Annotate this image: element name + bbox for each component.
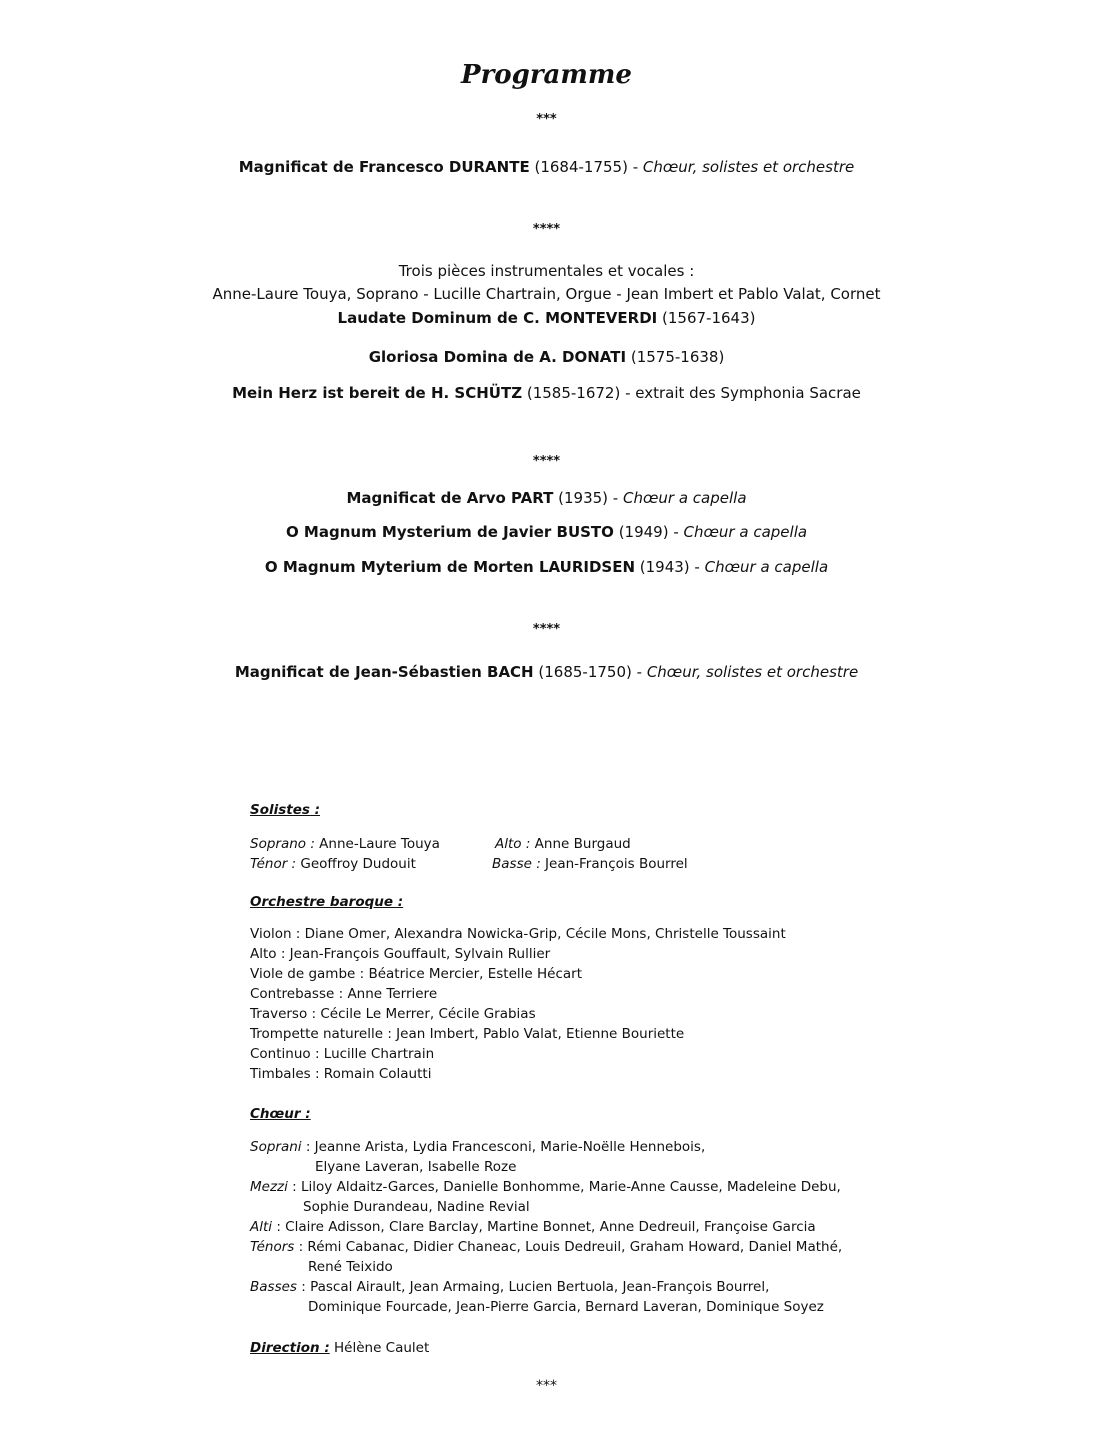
choeur-names: : Liloy Aldaitz-Garces, Danielle Bonhomme, Marie-Anne Causse, Madeleine Debu, xyxy=(287,1179,841,1195)
choeur-section xyxy=(250,1104,930,1317)
work-title: Mein Herz ist bereit de H. SCHÜTZ xyxy=(232,384,523,402)
work-forces: Chœur a capella xyxy=(623,489,747,507)
role-label: Ténors xyxy=(250,1239,295,1255)
direction-section xyxy=(250,1338,930,1358)
program-trois-intro: Trois pièces instrumentales et vocales : xyxy=(398,262,695,280)
orchestre-line: Contrebasse : Anne Terriere xyxy=(250,986,438,1002)
choeur-tenors xyxy=(250,1237,930,1257)
role-label: Soprano : xyxy=(250,836,315,852)
direction-heading: Direction : xyxy=(250,1340,330,1356)
role-label: Soprani xyxy=(250,1139,302,1155)
work-dates: (1685-1750) - xyxy=(533,663,647,681)
work-title: Magnificat de Francesco DURANTE xyxy=(238,158,530,176)
orchestre-section xyxy=(250,892,930,1084)
choeur-mezzi-cont: Sophie Durandeau, Nadine Revial xyxy=(303,1199,530,1215)
separator-stars: **** xyxy=(532,454,561,469)
choeur-names: : Claire Adisson, Clare Barclay, Martine Bonnet, Anne Dedreuil, Françoise Garcia xyxy=(272,1219,816,1235)
work-dates: (1943) - xyxy=(635,558,705,576)
orchestre-line: Traverso : Cécile Le Merrer, Cécile Grabias xyxy=(250,1006,536,1022)
solistes-heading: Solistes : xyxy=(250,802,321,818)
program-donati xyxy=(0,348,1093,366)
role-label: Basses xyxy=(250,1279,297,1295)
choeur-names: : Rémi Cabanac, Didier Chaneac, Louis Dedreuil, Graham Howard, Daniel Mathé, xyxy=(294,1239,843,1255)
orchestre-line: Violon : Diane Omer, Alexandra Nowicka-Grip, Cécile Mons, Christelle Toussaint xyxy=(250,926,786,942)
work-forces: Chœur a capella xyxy=(704,558,829,576)
program-busto xyxy=(0,523,1093,541)
work-dates: (1684-1755) - xyxy=(529,158,643,176)
program-schutz xyxy=(0,384,1093,402)
choeur-alti xyxy=(250,1217,930,1237)
orchestre-line: Continuo : Lucille Chartrain xyxy=(250,1046,435,1062)
work-title: Gloriosa Domina de A. DONATI xyxy=(368,348,627,366)
role-label: Ténor : xyxy=(250,856,297,872)
role-label: Alti xyxy=(250,1219,273,1235)
choeur-basses-cont: Dominique Fourcade, Jean-Pierre Garcia, Bernard Laveran, Dominique Soyez xyxy=(308,1299,824,1315)
work-dates: (1949) - xyxy=(613,523,684,541)
program-lauridsen xyxy=(0,558,1093,576)
choeur-names: : Pascal Airault, Jean Armaing, Lucien Bertuola, Jean-François Bourrel, xyxy=(296,1279,770,1295)
director-name: Hélène Caulet xyxy=(329,1340,430,1356)
soloist-name: Anne Burgaud xyxy=(530,836,631,852)
work-dates: (1567-1643) xyxy=(657,309,756,327)
work-title: O Magnum Mysterium de Javier BUSTO xyxy=(285,523,614,541)
orchestre-line: Trompette naturelle : Jean Imbert, Pablo Valat, Etienne Bouriette xyxy=(250,1026,685,1042)
soloist-name: Jean-François Bourrel xyxy=(540,856,688,872)
work-title: Laudate Dominum de C. MONTEVERDI xyxy=(337,309,658,327)
work-forces: Chœur a capella xyxy=(683,523,808,541)
orchestre-heading: Orchestre baroque : xyxy=(250,894,404,910)
separator-stars: **** xyxy=(532,222,561,237)
choeur-heading: Chœur : xyxy=(250,1106,311,1122)
separator-stars: **** xyxy=(532,622,561,637)
work-title: Magnificat de Jean-Sébastien BACH xyxy=(234,663,534,681)
role-label: Mezzi xyxy=(250,1179,288,1195)
page-title: Programme xyxy=(461,60,632,90)
separator-bottom: *** xyxy=(536,1378,557,1394)
solistes-section xyxy=(250,800,930,874)
role-label: Basse : xyxy=(492,856,541,872)
choeur-soprani-cont: Elyane Laveran, Isabelle Roze xyxy=(315,1159,517,1175)
choeur-mezzi xyxy=(250,1177,930,1197)
solistes-row-1 xyxy=(250,834,930,854)
work-title: O Magnum Myterium de Morten LAURIDSEN xyxy=(264,558,636,576)
program-part xyxy=(0,489,1093,507)
work-forces: Chœur, solistes et orchestre xyxy=(642,158,855,176)
program-trois-performers: Anne-Laure Touya, Soprano - Lucille Chartrain, Orgue - Jean Imbert et Pablo Valat, Cornet xyxy=(212,285,881,303)
soloist-name: Geoffroy Dudouit xyxy=(296,856,416,872)
choeur-basses xyxy=(250,1277,930,1297)
program-durante xyxy=(0,158,1093,176)
program-bach xyxy=(0,663,1093,681)
choeur-soprani xyxy=(250,1137,930,1157)
soloist-name: Anne-Laure Touya xyxy=(314,836,440,852)
orchestre-line: Viole de gambe : Béatrice Mercier, Estelle Hécart xyxy=(250,966,582,982)
work-dates: (1575-1638) xyxy=(626,348,725,366)
work-dates: (1935) - xyxy=(553,489,623,507)
separator-top: *** xyxy=(536,112,557,127)
work-forces: Chœur, solistes et orchestre xyxy=(646,663,859,681)
choeur-tenors-cont: René Teixido xyxy=(308,1259,393,1275)
program-monteverdi xyxy=(0,309,1093,327)
role-label: Alto : xyxy=(495,836,531,852)
work-dates: (1585-1672) - extrait des Symphonia Sacrae xyxy=(522,384,861,402)
work-title: Magnificat de Arvo PART xyxy=(346,489,554,507)
choeur-names: : Jeanne Arista, Lydia Francesconi, Marie-Noëlle Hennebois, xyxy=(301,1139,706,1155)
orchestre-line: Alto : Jean-François Gouffault, Sylvain Rullier xyxy=(250,946,551,962)
orchestre-line: Timbales : Romain Colautti xyxy=(250,1066,432,1082)
solistes-row-2 xyxy=(250,854,930,874)
